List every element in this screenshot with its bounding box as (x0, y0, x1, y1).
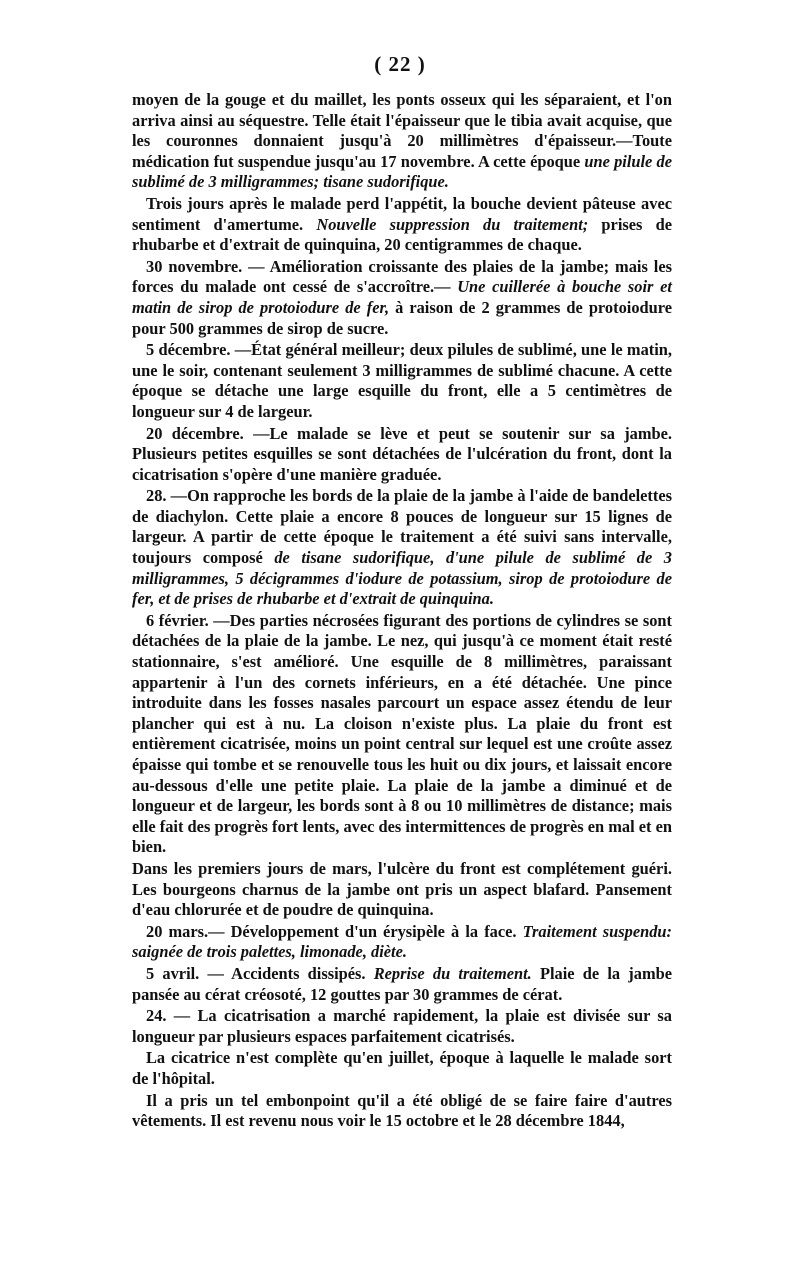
text-run: prises de rhubarbe et d'extrait de quinquina, 20 centigrammes de chaque. (132, 214, 672, 255)
paragraph (132, 1091, 672, 1132)
italic-run: Une cuillerée à bouche soir et matin de sirop de protoiodure de fer, (132, 277, 672, 317)
paragraph (132, 194, 672, 256)
paragraph (132, 1006, 672, 1047)
italic-run: Traitement suspendu: saignée de trois palettes, limonade, diète. (132, 921, 672, 962)
paragraph (132, 424, 672, 486)
text-run: 30 novembre. — Amélioration croissante des plaies de la jambe; mais les forces du malade ont cessé de s'accroître.— (132, 256, 672, 297)
paragraph (132, 1048, 672, 1089)
text-run: à raison de 2 grammes de protoiodure pour 500 grammes de sirop de sucre. (132, 297, 672, 338)
paragraph (132, 257, 672, 339)
text-run: La cicatrice n'est complète qu'en juillet, époque à laquelle le malade sort de l'hôpital. (132, 1048, 672, 1088)
paragraph (132, 922, 672, 963)
text-run: Dans les premiers jours de mars, l'ulcère du front est complétement guéri. Les bourgeons charnus de la jambe ont pris un aspect blafard. Pansement d'eau chlorurée et de poudre de quinquina. (132, 858, 672, 920)
text-run: 20 décembre. —Le malade se lève et peut se soutenir sur sa jambe. Plusieurs petites esquilles se sont détachées de l'ulcération du front, dont la cicatrisation s'opère d'une manière graduée. (132, 423, 672, 484)
text-run: Il a pris un tel embonpoint qu'il a été obligé de se faire faire d'autres vêtements. Il est revenu nous voir le 15 octobre et le 28 décembre 1844, (132, 1090, 672, 1131)
italic-run: Reprise du traitement. (373, 963, 532, 983)
text-run: moyen de la gouge et du maillet, les ponts osseux qui les séparaient, et l'on arriva ainsi au séquestre. Telle était l'épaisseur que le tibia avait acquise, que les couronnes donnaient jusqu'à 20 millimètres d'épaisseur.—Toute médication fut suspendue jusqu'au 17 novembre. A cette époque (132, 90, 672, 171)
italic-run: de tisane sudorifique, d'une pilule de sublimé de 3 milligrammes, 5 décigrammes d'iodure de potassium, sirop de protoiodure de fer, et de prises de rhubarbe et d'extrait de quinquina. (132, 548, 672, 609)
page-number: ( 22 ) (374, 52, 426, 76)
text-run: 20 mars.— Développement d'un érysipèle à la face. (146, 921, 523, 941)
text-run: Trois jours après le malade perd l'appétit, la bouche devient pâteuse avec sentiment d'amertume. (132, 193, 672, 234)
italic-run: Nouvelle suppression du traitement; (316, 214, 589, 234)
text-run: Plaie de la jambe pansée au cérat créosoté, 12 gouttes par 30 grammes de cérat. (132, 963, 672, 1004)
text-run: 5 décembre. —État général meilleur; deux pilules de sublimé, une le matin, une le soir, contenant seulement 3 milligrammes de sublimé chacune. A cette époque se détache une large esquille du front, elle a 5 centimètres de longueur sur 4 de largeur. (132, 340, 672, 421)
paragraph (132, 340, 672, 422)
paragraph (132, 90, 672, 193)
paragraph (132, 964, 672, 1005)
body-text (132, 90, 672, 1132)
text-run: 28. —On rapproche les bords de la plaie de la jambe à l'aide de bandelettes de diachylon. Cette plaie a encore 8 pouces de longueur sur 15 lignes de largeur. A partir de cette époque le traitement a été suivi sans intervalle, toujours composé (132, 486, 672, 568)
text-run: 24. — La cicatrisation a marché rapidement, la plaie est divisée sur sa longueur par plusieurs espaces parfaitement cicatrisés. (132, 1006, 672, 1046)
text-run: 5 avril. — Accidents dissipés. (146, 963, 374, 983)
paragraph (132, 611, 672, 858)
paragraph (132, 859, 672, 921)
paragraph (132, 486, 672, 610)
text-run: 6 février. —Des parties nécrosées figurant des portions de cylindres se sont détachées de la plaie de la jambe. Le nez, qui jusqu'à ce moment était resté stationnaire, s'est amélioré. Une esquille de 8 millimètres, paraissant appartenir à l'un des cornets inférieurs, en a été détachée. Une pince introduite dans les fosses nasales parcourt un espace assez étendu de leur plancher qui est à nu. La cloison n'existe plus. La plaie du front est entièrement cicatrisée, moins un point central sur lequel est une croûte assez épaisse qui tombe et se renouvelle tous les huit ou dix jours, et laissait encore au-dessous d'elle une petite plaie. La plaie de la jambe a diminué et de longueur et de largeur, les bords sont à 8 ou 10 millimètres de distance; mais elle fait des progrès fort lents, avec des intermittences de progrès en mal et en bien. (132, 610, 672, 857)
italic-run: une pilule de sublimé de 3 milligrammes; tisane sudorifique. (132, 151, 673, 192)
